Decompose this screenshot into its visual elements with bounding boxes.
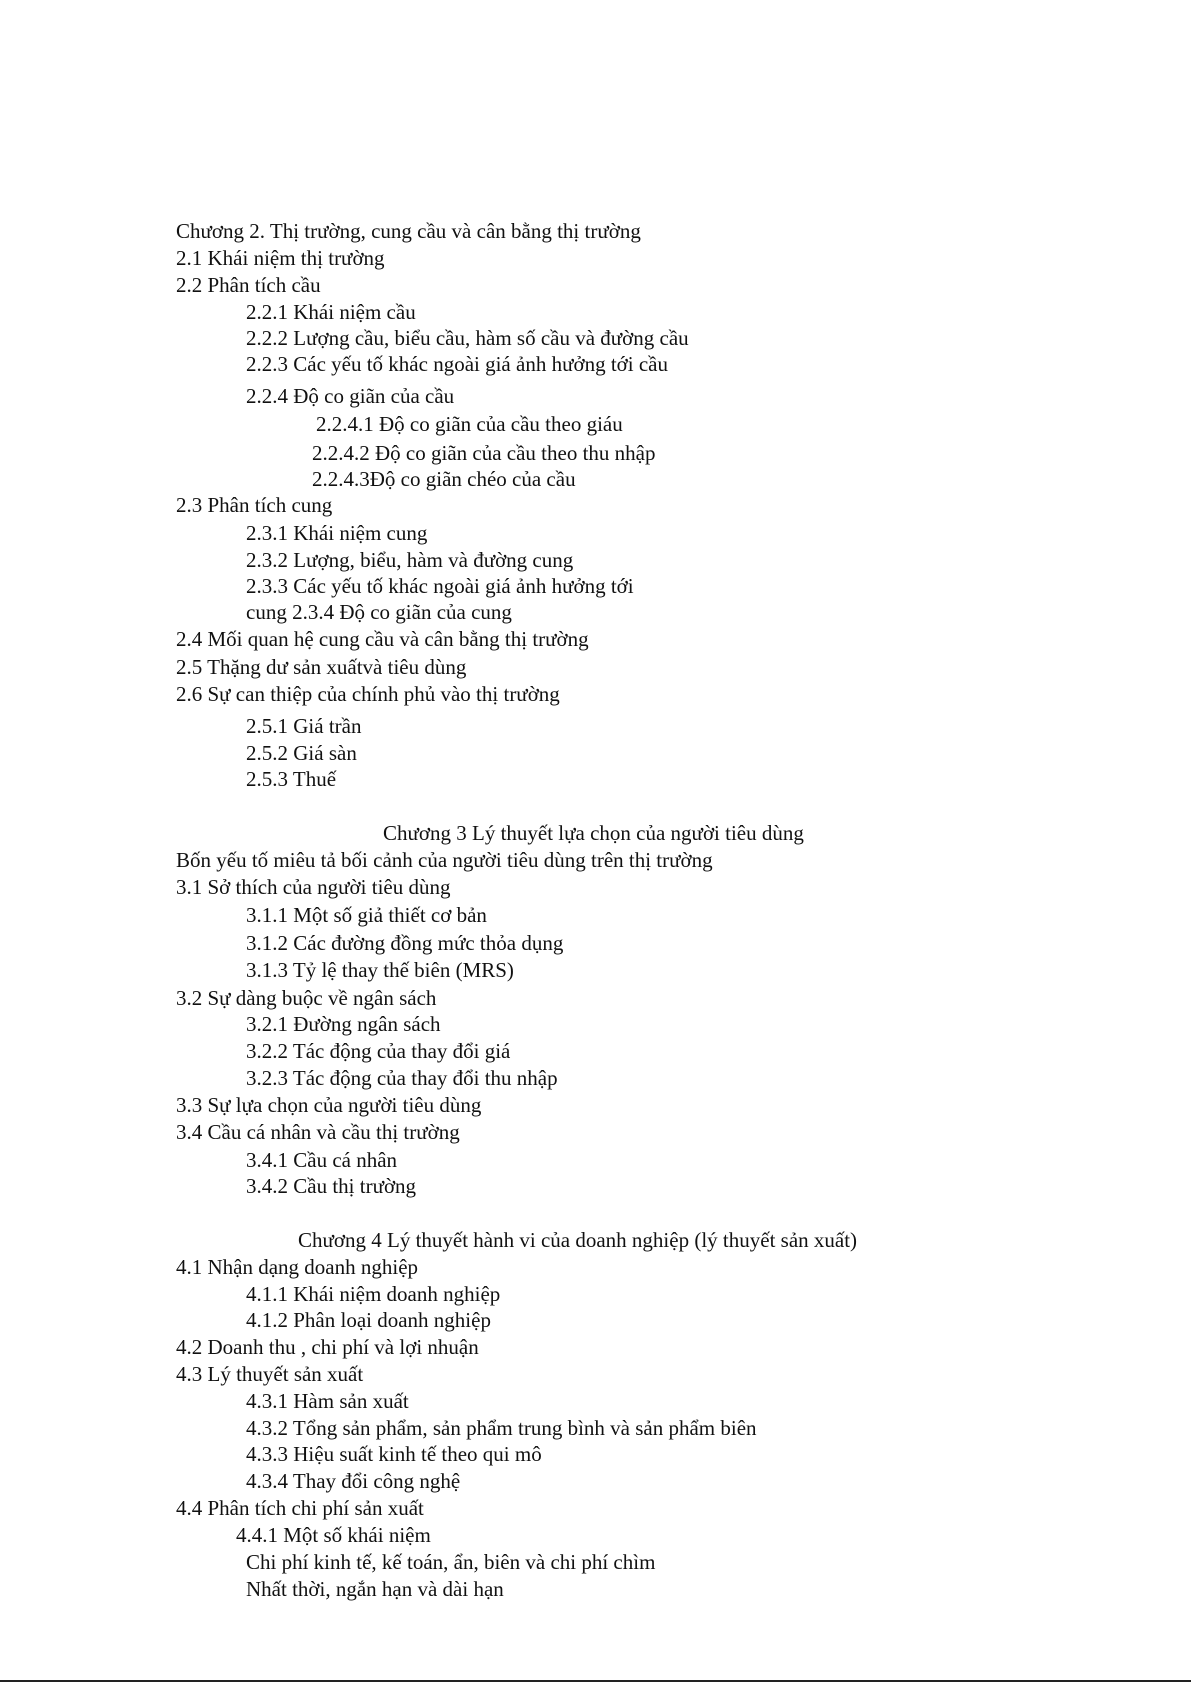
toc-subsection: 4.3.1 Hàm sản xuất [246, 1389, 409, 1413]
toc-subsection: 3.2.3 Tác động của thay đổi thu nhập [246, 1066, 558, 1090]
toc-section: 3.3 Sự lựa chọn của người tiêu dùng [176, 1093, 482, 1117]
toc-section: 2.1 Khái niệm thị trường [176, 246, 385, 270]
toc-section: 2.5 Thặng dư sản xuấtvà tiêu dùng [176, 655, 467, 679]
toc-subsubsection: 2.2.4.1 Độ co giãn của cầu theo giáu [316, 412, 623, 436]
toc-subsection: cung 2.3.4 Độ co giãn của cung [246, 600, 512, 624]
toc-section: 2.4 Mối quan hệ cung cầu và cân bằng thị trường [176, 627, 589, 651]
toc-section: 3.2 Sự dàng buộc về ngân sách [176, 986, 437, 1010]
toc-subsubsection: 2.2.4.3Độ co giãn chéo của cầu [312, 467, 576, 491]
toc-subsection: 2.3.3 Các yếu tố khác ngoài giá ảnh hưởng tới [246, 574, 634, 598]
toc-subsection: 2.2.4 Độ co giãn của cầu [246, 384, 455, 408]
toc-subsection: 4.3.3 Hiệu suất kinh tế theo qui mô [246, 1442, 542, 1466]
toc-section: 3.1 Sở thích của người tiêu dùng [176, 875, 451, 899]
toc-subsection: 4.4.1 Một số khái niệm [236, 1523, 431, 1547]
toc-section: 2.2 Phân tích cầu [176, 273, 321, 297]
toc-section: 4.3 Lý thuyết sản xuất [176, 1362, 364, 1386]
toc-section: 3.4 Cầu cá nhân và cầu thị trường [176, 1120, 460, 1144]
page-bottom-rule [0, 1680, 1191, 1682]
chapter-3-heading: Chương 3 Lý thuyết lựa chọn của người tiêu dùng [383, 821, 804, 845]
toc-subsection: 2.3.2 Lượng, biểu, hàm và đường cung [246, 548, 574, 572]
toc-subsection: 4.3.2 Tổng sản phẩm, sản phẩm trung bình và sản phẩm biên [246, 1416, 757, 1440]
toc-detail: Nhất thời, ngắn hạn và dài hạn [246, 1577, 504, 1601]
toc-subsection: 3.1.2 Các đường đồng mức thỏa dụng [246, 931, 564, 955]
toc-subsection: 4.1.2 Phân loại doanh nghiệp [246, 1308, 491, 1332]
toc-subsection: 2.3.1 Khái niệm cung [246, 521, 428, 545]
toc-section: 2.6 Sự can thiệp của chính phủ vào thị trường [176, 682, 560, 706]
toc-section: 4.4 Phân tích chi phí sản xuất [176, 1496, 424, 1520]
toc-subsection: 2.5.2 Giá sàn [246, 741, 357, 765]
toc-subsection: 3.2.1 Đường ngân sách [246, 1012, 441, 1036]
toc-section: 4.2 Doanh thu , chi phí và lợi nhuận [176, 1335, 479, 1359]
toc-subsubsection: 2.2.4.2 Độ co giãn của cầu theo thu nhập [312, 441, 656, 465]
toc-subsection: 4.1.1 Khái niệm doanh nghiệp [246, 1282, 501, 1306]
chapter-4-heading: Chương 4 Lý thuyết hành vi của doanh nghiệp (lý thuyết sản xuất) [298, 1228, 858, 1252]
toc-subsection: 3.4.2 Cầu thị trường [246, 1174, 417, 1198]
toc-subsection: 2.2.2 Lượng cầu, biểu cầu, hàm số cầu và đường cầu [246, 326, 689, 350]
chapter-2-heading: Chương 2. Thị trường, cung cầu và cân bằng thị trường [176, 219, 641, 243]
toc-section: 2.3 Phân tích cung [176, 493, 333, 517]
toc-detail: Chi phí kinh tế, kế toán, ẩn, biên và chi phí chìm [246, 1550, 656, 1574]
toc-subsection: 4.3.4 Thay đổi công nghệ [246, 1469, 461, 1493]
toc-subsection: 2.2.1 Khái niệm cầu [246, 300, 416, 324]
toc-subsection: 3.2.2 Tác động của thay đổi giá [246, 1039, 511, 1063]
toc-subsection: 2.5.3 Thuế [246, 767, 337, 791]
toc-section: 4.1 Nhận dạng doanh nghiệp [176, 1255, 419, 1279]
toc-subsection: 2.2.3 Các yếu tố khác ngoài giá ảnh hưởng tới cầu [246, 352, 668, 376]
toc-subsection: 3.1.1 Một số giả thiết cơ bản [246, 903, 487, 927]
toc-subsection: 3.4.1 Cầu cá nhân [246, 1148, 398, 1172]
toc-subsection: 2.5.1 Giá trần [246, 714, 362, 738]
toc-subsection: 3.1.3 Tỷ lệ thay thế biên (MRS) [246, 958, 514, 982]
chapter-intro: Bốn yếu tố miêu tả bối cảnh của người tiêu dùng trên thị trường [176, 848, 713, 872]
